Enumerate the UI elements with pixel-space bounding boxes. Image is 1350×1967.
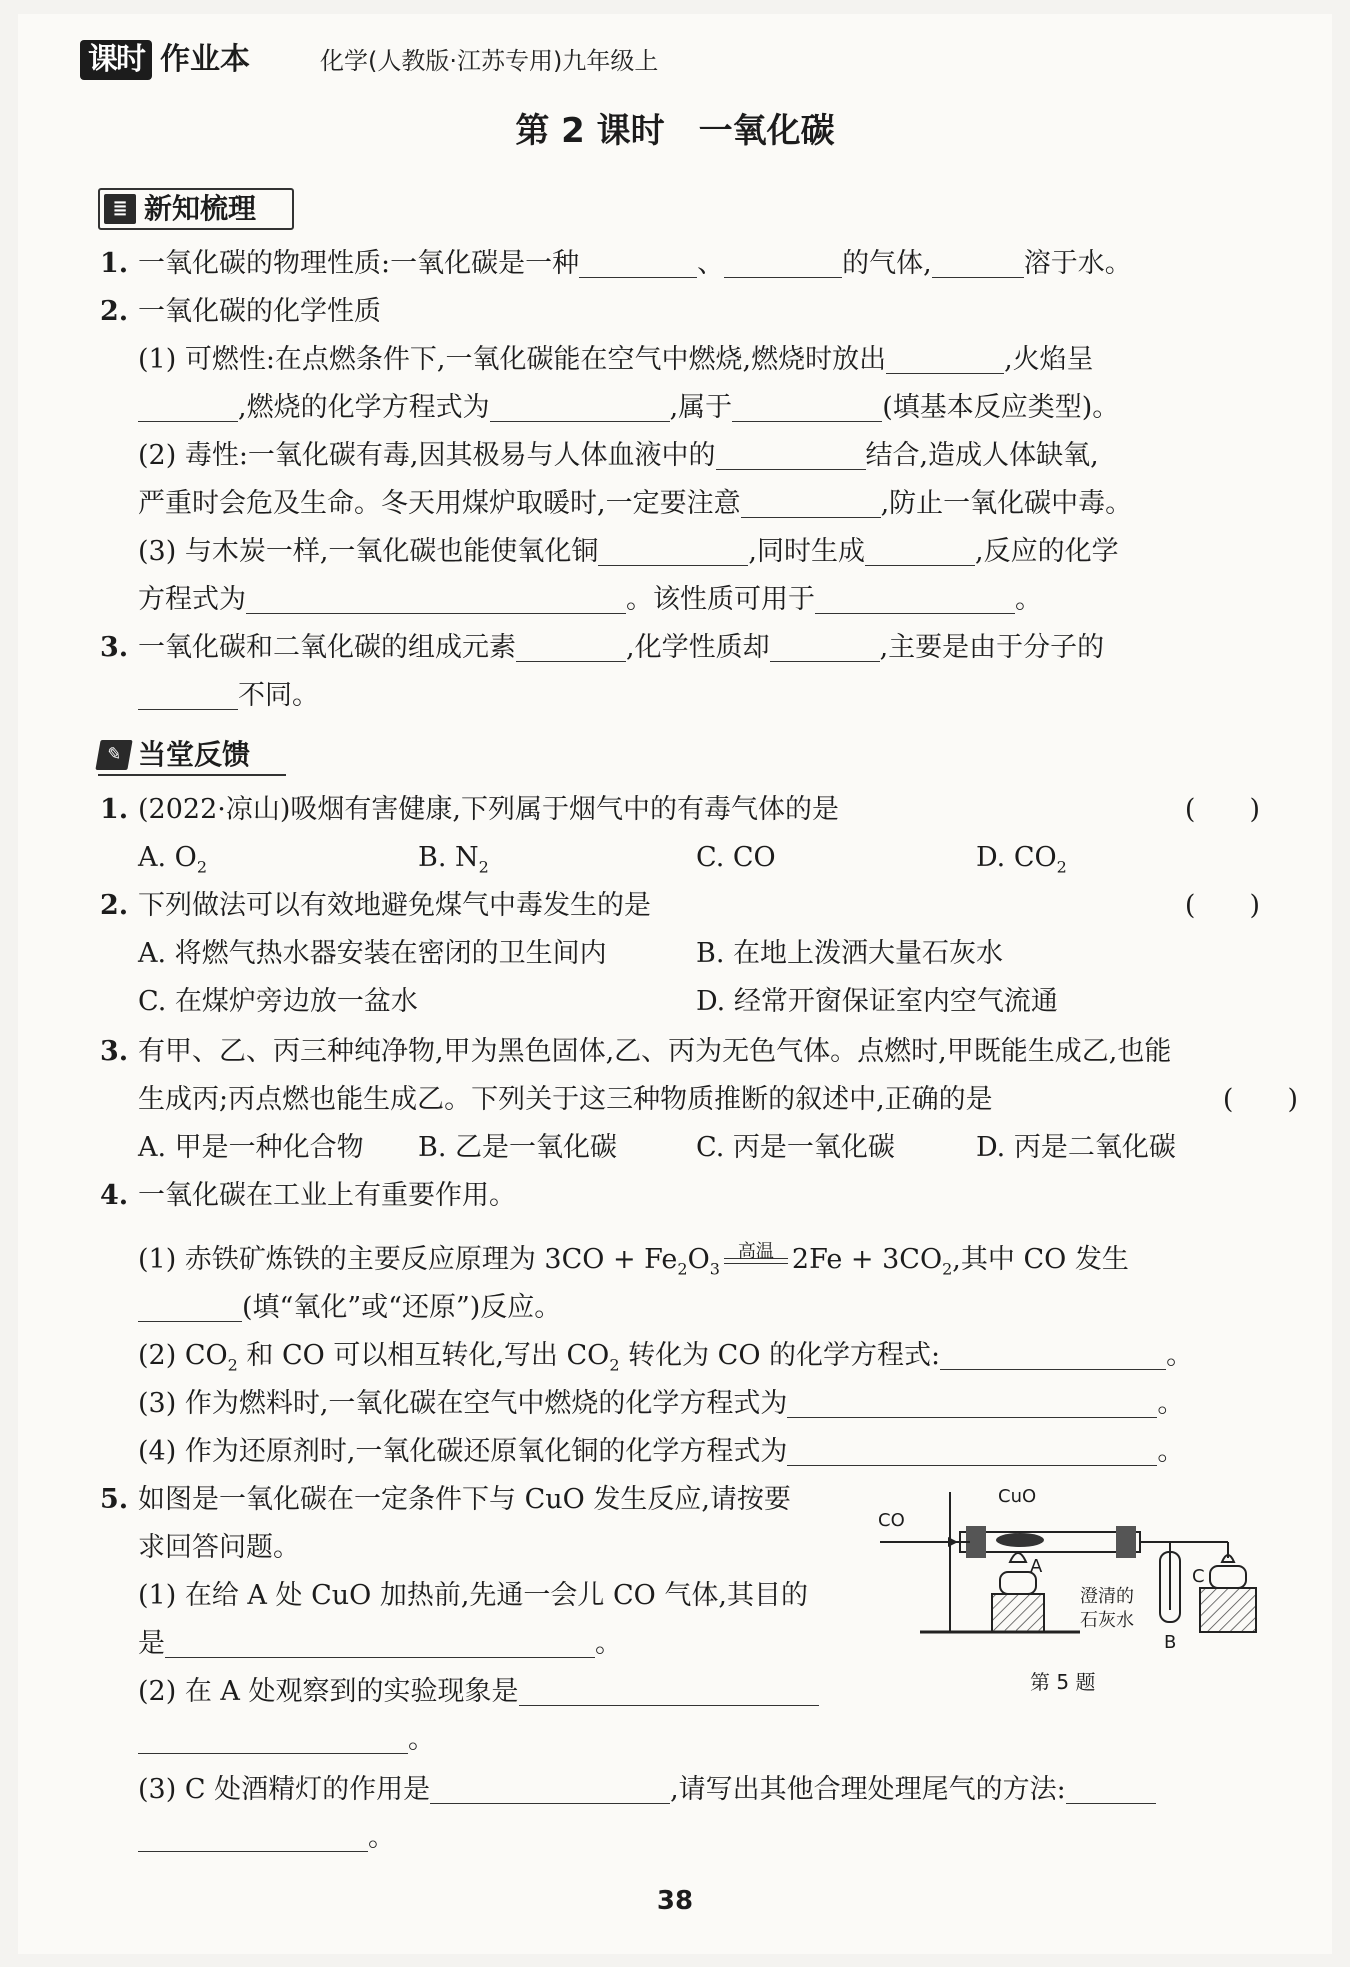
answer-blank[interactable]	[716, 439, 866, 470]
s2-q5-p3a: (3) C 处酒精灯的作用是 ,请写出其他合理处理尾气的方法:	[100, 1766, 1298, 1814]
answer-blank[interactable]	[787, 1387, 1157, 1418]
section-title: 当堂反馈	[138, 738, 251, 771]
answer-blank[interactable]	[940, 1339, 1166, 1370]
answer-blank[interactable]	[138, 679, 238, 710]
answer-blank[interactable]	[246, 583, 626, 614]
answer-blank[interactable]	[732, 391, 882, 422]
s1-q2-2b: 严重时会危及生命。冬天用煤炉取暖时,一定要注意 ,防止一氧化碳中毒。	[138, 488, 1133, 519]
answer-blank[interactable]	[1066, 1773, 1156, 1804]
apparatus-figure	[870, 1482, 1260, 1662]
answer-blank[interactable]	[579, 247, 697, 278]
s1-q2: 2. 一氧化碳的化学性质	[100, 296, 381, 327]
s2-q1: 1. (2022·凉山)吸烟有害健康,下列属于烟气中的有毒气体的是 ( )	[100, 786, 1260, 834]
s1-q2-1b: ,燃烧的化学方程式为 ,属于 (填基本反应类型)。	[100, 384, 1298, 432]
answer-blank[interactable]	[598, 535, 748, 566]
s1-q2-1a: (1) 可燃性:在点燃条件下,一氧化碳能在空气中燃烧,燃烧时放出 ,火焰呈	[138, 344, 1094, 375]
s2-q5-p2b: 。	[100, 1716, 898, 1764]
answer-paren[interactable]: ( )	[1184, 794, 1260, 825]
answer-blank[interactable]	[741, 487, 881, 518]
label-a: A	[1030, 1556, 1043, 1577]
limewater-label-2: 石灰水	[1080, 1610, 1134, 1631]
answer-blank[interactable]	[886, 343, 1004, 374]
s2-q4-p1b: (填“氧化”或“还原”)反应。	[100, 1284, 1298, 1332]
answer-blank[interactable]	[724, 247, 842, 278]
s2-q2-options-cd	[100, 978, 1298, 1026]
brand-logo: 课时	[80, 40, 152, 80]
section-title: 新知梳理	[144, 192, 257, 225]
s2-q3-line1: 3. 有甲、乙、丙三种纯净物,甲为黑色固体,乙、丙为无色气体。点燃时,甲既能生成乙,也能	[100, 1036, 1172, 1067]
answer-blank[interactable]	[490, 391, 670, 422]
pen-icon: ✎	[95, 740, 132, 770]
s2-q2: 2. 下列做法可以有效地避免煤气中毒发生的是 ( )	[100, 882, 1260, 930]
answer-blank[interactable]	[815, 583, 1015, 614]
s2-q1-options	[100, 834, 1298, 882]
page-number: 38	[656, 1886, 694, 1916]
s2-q4-p1a: (1) 赤铁矿炼铁的主要反应原理为 $3CO + Fe_2O_3$ 高温 $2Fe + 3CO_2$,其中 CO 发生	[138, 1240, 1129, 1279]
s1-q2-2a: (2) 毒性:一氧化碳有毒,因其极易与人体血液中的 结合,造成人体缺氧,	[138, 440, 1099, 471]
answer-blank[interactable]	[138, 391, 238, 422]
answer-blank[interactable]	[138, 1821, 368, 1852]
s2-q4-p3: (3) 作为燃料时,一氧化碳在空气中燃烧的化学方程式为 。	[138, 1388, 1185, 1419]
option-c[interactable]: C. 在煤炉旁边放一盆水	[138, 986, 418, 1017]
figure-caption: 第 5 题	[1030, 1670, 1096, 1694]
option-c[interactable]: C. CO	[696, 842, 776, 873]
s2-q5-p1b: 是 。	[138, 1628, 622, 1659]
s2-q4: 4. 一氧化碳在工业上有重要作用。	[100, 1180, 516, 1211]
answer-blank[interactable]	[430, 1773, 670, 1804]
s2-q4-p4: (4) 作为还原剂时,一氧化碳还原氧化铜的化学方程式为 。	[138, 1436, 1185, 1467]
s2-q5-p2a: (2) 在 A 处观察到的实验现象是	[100, 1668, 898, 1716]
option-d[interactable]: D. 丙是二氧化碳	[976, 1132, 1176, 1163]
cuo-label: CuO	[998, 1486, 1037, 1507]
s1-q3a: 3. 一氧化碳和二氧化碳的组成元素 ,化学性质却 ,主要是由于分子的	[100, 632, 1105, 663]
s2-q3-line2: 生成丙;丙点燃也能生成乙。下列关于这三种物质推断的叙述中,正确的是 ( )	[100, 1076, 1298, 1124]
answer-blank[interactable]	[770, 631, 880, 662]
answer-paren[interactable]: ( )	[1184, 890, 1260, 921]
s1-q1: 1. 一氧化碳的物理性质:一氧化碳是一种 、 的气体, 溶于水。	[100, 248, 1132, 279]
label-c: C	[1192, 1566, 1205, 1587]
option-b[interactable]: B. 在地上泼洒大量石灰水	[696, 938, 1004, 969]
option-d[interactable]: D. $CO_2$	[976, 842, 1067, 877]
lesson-title: 第 2 课时 一氧化碳	[515, 111, 835, 151]
s2-q5-p3b: 。	[100, 1814, 1298, 1862]
answer-blank[interactable]	[138, 1291, 242, 1322]
answer-blank[interactable]	[865, 535, 975, 566]
s2-q5-p1a: (1) 在给 A 处 CuO 加热前,先通一会儿 CO 气体,其目的	[138, 1580, 808, 1611]
option-c[interactable]: C. 丙是一氧化碳	[696, 1132, 895, 1163]
s1-q3b: 不同。	[100, 672, 1298, 720]
option-a[interactable]: A. 甲是一种化合物	[138, 1132, 364, 1163]
reaction-arrow: 高温	[724, 1258, 788, 1264]
s2-q5-line2: 求回答问题。	[138, 1532, 300, 1563]
answer-blank[interactable]	[138, 1723, 408, 1754]
answer-blank[interactable]	[787, 1435, 1157, 1466]
book-subtitle: 化学(人教版·江苏专用)九年级上	[320, 47, 659, 75]
answer-paren[interactable]: ( )	[1222, 1084, 1298, 1115]
label-b: B	[1164, 1632, 1177, 1653]
answer-blank[interactable]	[932, 247, 1024, 278]
option-b[interactable]: B. $N_2$	[418, 842, 489, 877]
answer-blank[interactable]	[519, 1675, 819, 1706]
option-a[interactable]: A. $O_2$	[138, 842, 207, 877]
section-header-new-knowledge	[98, 188, 294, 230]
option-a[interactable]: A. 将燃气热水器安装在密闭的卫生间内	[138, 938, 607, 969]
book-icon: ≣	[104, 194, 136, 224]
s2-q3-options	[100, 1124, 1298, 1172]
s2-q5-line1: 5. 如图是一氧化碳在一定条件下与 CuO 发生反应,请按要	[100, 1484, 791, 1515]
limewater-label-1: 澄清的	[1080, 1586, 1134, 1607]
answer-blank[interactable]	[165, 1627, 595, 1658]
s1-q2-3a: (3) 与木炭一样,一氧化碳也能使氧化铜 ,同时生成 ,反应的化学	[138, 536, 1119, 567]
s1-q2-3b: 方程式为 。该性质可用于 。	[138, 584, 1042, 615]
option-d[interactable]: D. 经常开窗保证室内空气流通	[696, 986, 1058, 1017]
answer-blank[interactable]	[516, 631, 626, 662]
s2-q2-options-ab	[100, 930, 1298, 978]
brand-name: 作业本	[160, 42, 250, 77]
option-b[interactable]: B. 乙是一氧化碳	[418, 1132, 618, 1163]
s2-q4-p2: (2) $CO_2$ 和 CO 可以相互转化,写出 $CO_2$ 转化为 CO 的化学方程式: 。	[138, 1340, 1194, 1375]
co-label: CO	[878, 1510, 905, 1531]
section-header-feedback	[98, 736, 286, 776]
